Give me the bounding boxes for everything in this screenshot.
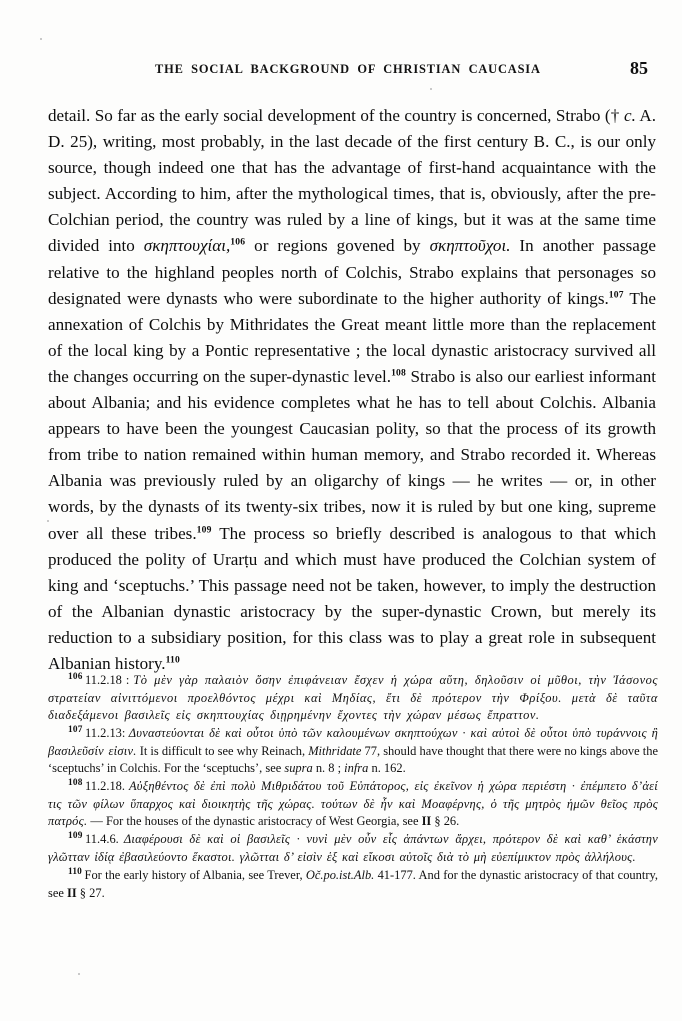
footnote-108: [48, 778, 658, 831]
volume-reference: II: [421, 814, 432, 829]
supra-label: supra: [284, 761, 313, 776]
footnote-marker-107: 107: [608, 288, 624, 300]
footnote-number: 109: [68, 831, 83, 842]
page-number: 85: [630, 58, 648, 78]
footnote-greek-text: Τὸ μὲν γὰρ παλαιὸν ὅσην ἐπιφάνειαν ἔσχεν ἡ χώρα αὕτη, δηλοῦσιν οἱ μῦθοι, τὴν Ἰάσονος στρατείαν αἰνιττόμενοι προελθόντος μέχρι καὶ Μηδίας, ἔτι δὲ πρότερον τὴν Φρίξου. μετὰ δὲ ταῦτα διαδεξάμενοι βασιλεῖς εἰς σκηπτουχίας διῃρημένην ἔχοντες τὴν χώραν μέσως ἔπραττον.: [48, 673, 659, 723]
footnote-number: 107: [68, 725, 83, 735]
body-text-segment: detail. So far as the early social development of the country is concerned, Strabo (†: [48, 106, 624, 125]
footnote-107: [48, 725, 658, 778]
footnote-109: [48, 831, 658, 866]
footnote-marker-109: 109: [196, 523, 212, 535]
volume-reference: II: [67, 885, 77, 900]
footnote-110: [48, 867, 658, 902]
footnote-greek-text: Αὐξηθέντος δὲ ἐπὶ πολὺ Μιθριδάτου τοῦ Εὐπάτορος, εἰς ἐκεῖνον ἡ χώρα περιέστη · ἐπέμπετο δ’ἀεί τις τῶν φίλων ὕπαρχος καὶ διοικητὴς τῆς χώρας. τούτων δὲ ἦν καὶ Μοαφέρνης, ὁ τῆς μητρὸς ἡμῶν θεῖος πρὸς πατρός.: [48, 779, 658, 829]
running-head-title: THE SOCIAL BACKGROUND OF CHRISTIAN CAUCASIA: [155, 62, 541, 76]
scan-speckle: [78, 973, 80, 975]
body-text-segment: In another passage relative to the highland peoples north of Colchis, Strabo explains that personages so designated were dynasts who were subordinate to the higher authority of kings.: [48, 236, 656, 308]
body-text-segment: Strabo is also our earliest informant about Albania; and his evidence completes what he has to tell about Colchis. Albania appears to have been the youngest Caucasian polity, so that the process of its growth from tribe to nation remained within human memory, and Strabo recorded it. Whereas Albania was previously ruled by an oligarchy of kings — he writes — or, in other words, by the dynasts of its twenty-six tribes, now it is ruled by but one king, supreme over all these tribes.: [48, 366, 656, 543]
body-text-segment: The annexation of Colchis by Mithridates the Great meant little more than the replacement of the local king by a Pontic representative ; the local dynastic aristocracy survived all the changes occurring on the super-dynastic level.: [48, 288, 656, 386]
work-title-mithridate: Mithridate: [308, 743, 362, 758]
footnote-number: 106: [68, 671, 83, 682]
infra-label: infra: [344, 761, 369, 776]
footnote-reference: 11.2.18.: [85, 779, 129, 794]
footnote-number: 108: [68, 778, 83, 789]
greek-term-skeptouchoi: σκηπτοῦχοι.: [429, 236, 511, 256]
footnote-text-segment: 41-177. And for the dynastic aristocracy of that country, see: [48, 868, 658, 900]
footnote-number: 110: [68, 866, 83, 877]
footnote-reference: 11.4.6.: [85, 832, 124, 847]
body-text-segment: A. D. 25), writing, most probably, in the last decade of the first century B. C., is our only source, though indeed one that has the advantage of first-hand acquaintance with the subject. According to him, after the mythological times, that is, obviously, after the pre-Colchian period, the country was ruled by a line of kings, but it was at the same time divided into: [48, 106, 656, 256]
scan-speckle: [40, 38, 42, 40]
body-text-segment: or regions govened by: [245, 236, 430, 256]
footnote-marker-106: 106: [230, 236, 246, 248]
footnote-text-segment: For the early history of Albania, see Trever,: [84, 868, 306, 883]
scan-speckle: [430, 88, 432, 90]
footnote-marker-108: 108: [391, 367, 407, 379]
footnote-greek-text: Δυναστεύονται δὲ καὶ οὗτοι ὑπὸ τῶν καλουμένων σκηπτούχων · καὶ αὐτοὶ δὲ οὗτοι ὑπὸ τυράννοις ἢ βασιλεῦσίν εἰσιν.: [48, 726, 658, 758]
footnote-reference: 11.2.18 :: [85, 673, 134, 687]
footnote-text-segment: 77, should have thought that there were no kings above the ‘sceptuchs’ in Colchis. For the ‘sceptuchs’, see: [48, 743, 658, 776]
footnote-text-segment: n. 8 ;: [312, 761, 345, 776]
footnote-106: [48, 672, 658, 725]
footnote-text-segment: — For the houses of the dynastic aristocracy of West Georgia, see: [87, 814, 422, 829]
footnote-greek-text: Διαφέρουσι δὲ καὶ οἱ βασιλεῖς · νυνὶ μὲν οὖν εἷς ἁπάντων ἄρχει, πρότερον δὲ καὶ καθ’ ἑκάστην γλῶτταν ἰδίᾳ ἐβασιλεύοντο ἕκαστοι. γλῶτται δ’ εἰσὶν ἑξ καὶ εἴκοσι αὐτοῖς διὰ τὸ μὴ εὐεπίμικτον πρὸς ἀλλήλους.: [48, 832, 658, 864]
italic-c: c.: [623, 106, 636, 125]
work-title-trever: Oč.po.ist.Alb.: [305, 868, 375, 883]
body-text: [48, 103, 656, 677]
footnote-marker-110: 110: [165, 654, 181, 666]
footnote-reference: 11.2.13:: [85, 726, 129, 741]
body-text-segment: The process so briefly described is analogous to that which produced the polity of Urarṭu and which must have produced the Colchian system of king and ‘sceptuchs.’ This passage need not be taken, however, to imply the destruction of the Albanian dynastic aristocracy by the super-dynastic Crown, but merely its reduction to a subsidiary position, for this class was to play a great role in subsequent Albanian history.: [48, 523, 656, 673]
greek-term-skeptouchiai: σκηπτουχίαι,: [143, 236, 231, 256]
footnote-text-segment: n. 162.: [368, 761, 406, 776]
footnote-text-segment: It is difficult to see why Reinach,: [136, 743, 309, 758]
footnote-text-segment: § 27.: [76, 885, 105, 900]
footnote-apparatus: [48, 672, 658, 903]
footnote-text-segment: § 26.: [431, 814, 460, 829]
body-paragraph: [48, 103, 656, 677]
running-head: [48, 58, 648, 82]
